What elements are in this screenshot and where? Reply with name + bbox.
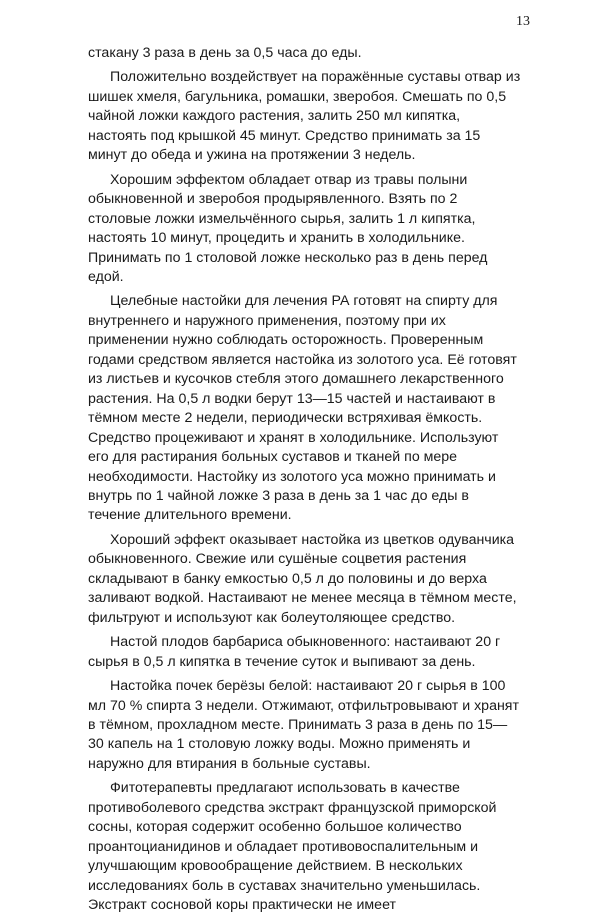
paragraph: Целебные настойки для лечения РА готовят на спирту для внутреннего и наружного применения, поэтому при их применении нужно соблюдать осторожность. Проверенным годами средством является настойка из золотого уса. Её готовят из листьев и кусочков стебля этого домашнего лекарственного растения. На 0,5 л водки берут 13—15 частей и настаивают в тёмном месте 2 недели, периодически встряхивая ёмкость. Средство процеживают и хранят в холодильнике. Используют его для растирания больных суставов и тканей по мере необходимости. Настойку из золотого уса можно принимать и внутрь по 1 чайной ложке 3 раза в день за 1 час до еды в течение длительного времени. [88,293,517,524]
body-text [88,44,522,915]
paragraph: Настойка почек берёзы белой: настаивают 20 г сырья в 100 мл 70 % спирта 3 недели. Отжимают, отфильтровывают и хранят в тёмном, прохладном месте. Принимать 3 раза в день по 15—30 капель на 1 столовую ложку воды. Можно применять и наружно для втирания в больные суставы. [88,678,519,772]
paragraph: Положительно воздействует на поражённые суставы отвар из шишек хмеля, багульника, ромашки, зверобоя. Смешать по 0,5 чайной ложки каждого растения, залить 250 мл кипятка, настоять под крышкой 45 минут. Средство принимать за 15 минут до обеда и ужина на протяжении 3 недель. [88,69,521,164]
paragraph: стакану 3 раза в день за 0,5 часа до еды. [88,45,362,61]
paragraph: Настой плодов барбариса обыкновенного: настаивают 20 г сырья в 0,5 л кипятка в течение суток и выпивают за день. [88,634,501,670]
page-number: 13 [516,14,530,29]
paragraph: Фитотерапевты предлагают использовать в качестве противоболевого средства экстракт французской приморской сосны, которая содержит особенно большое количество проантоцианидинов и обладает противовоспалительным и улучшающим кровообращение действием. В нескольких исследованиях боль в суставах значительно уменьшилась. Экстракт сосновой коры практически не имеет [88,780,497,914]
paragraph: Хороший эффект оказывает настойка из цветков одуванчика обыкновенного. Свежие или сушёные соцветия растения складывают в банку емкостью 0,5 л до половины и до верха заливают водкой. Настаивают не менее месяца в тёмном месте, фильтруют и используют как болеутоляющее средство. [88,531,517,626]
paragraph: Хорошим эффектом обладает отвар из травы полыни обыкновенной и зверобоя продырявленного. Взять по 2 столовые ложки измельчённого сырья, залить 1 л кипятка, настоять 10 минут, процедить и хранить в холодильнике. Принимать по 1 столовой ложке несколько раз в день перед едой. [88,171,488,285]
